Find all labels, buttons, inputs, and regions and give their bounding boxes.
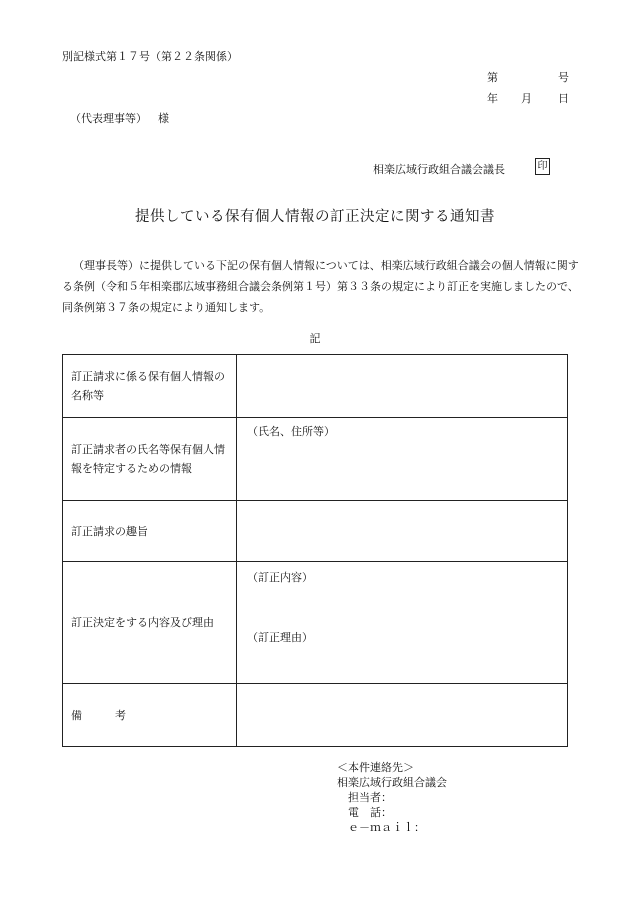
decision-content-note: （訂正内容） bbox=[247, 571, 313, 584]
table-row bbox=[63, 562, 568, 684]
row-value-requester bbox=[237, 418, 568, 501]
row-label-requester: 訂正請求者の氏名等保有個人情報を特定するための情報 bbox=[63, 418, 237, 501]
addressee-honorific: 様 bbox=[158, 112, 169, 125]
row-label-decision: 訂正決定をする内容及び理由 bbox=[63, 562, 237, 684]
table-row bbox=[63, 684, 568, 747]
date-month: 月 bbox=[521, 92, 532, 105]
table-row bbox=[63, 418, 568, 501]
addressee: （代表理事等） bbox=[70, 112, 147, 125]
row-value-purpose bbox=[237, 501, 568, 562]
date-year: 年 bbox=[487, 92, 498, 105]
requester-note: （氏名、住所等） bbox=[247, 425, 335, 438]
number-suffix: 号 bbox=[558, 71, 569, 84]
decision-reason-note: （訂正理由） bbox=[247, 631, 313, 644]
number-prefix: 第 bbox=[487, 71, 498, 84]
notice-table bbox=[62, 354, 568, 747]
row-label-purpose: 訂正請求の趣旨 bbox=[63, 501, 237, 562]
table-row bbox=[63, 355, 568, 418]
row-label-info-name: 訂正請求に係る保有個人情報の名称等 bbox=[63, 355, 237, 418]
contact-person: 担当者： bbox=[337, 791, 392, 804]
notice-body: （理事長等）に提供している下記の保有個人情報については、相楽広域行政組合議会の個人情報に関する条例（令和５年相楽郡広域事務組合議会条例第１号）第３３条の規定により訂正を実施しましたので、同条例第３７条の規定により通知します。 bbox=[62, 259, 579, 314]
document-title: 提供している保有個人情報の訂正決定に関する通知書 bbox=[135, 209, 495, 225]
form-number: 別記様式第１７号（第２２条関係） bbox=[62, 50, 238, 63]
contact-header: ＜本件連絡先＞ bbox=[337, 761, 414, 774]
contact-phone: 電 話： bbox=[337, 806, 392, 819]
contact-email: ｅ－ｍａｉｌ： bbox=[337, 821, 425, 834]
row-value-decision bbox=[237, 562, 568, 684]
date-day: 日 bbox=[558, 92, 569, 105]
row-value-info-name bbox=[237, 355, 568, 418]
row-value-remarks bbox=[237, 684, 568, 747]
contact-block bbox=[337, 760, 447, 835]
table-row bbox=[63, 501, 568, 562]
ki-heading: 記 bbox=[309, 332, 321, 345]
sender-title: 相楽広域行政組合議会議長 bbox=[373, 163, 505, 176]
seal-stamp-box: 印 bbox=[535, 158, 550, 175]
row-label-remarks: 備 考 bbox=[63, 684, 237, 747]
contact-org: 相楽広域行政組合議会 bbox=[337, 776, 447, 789]
